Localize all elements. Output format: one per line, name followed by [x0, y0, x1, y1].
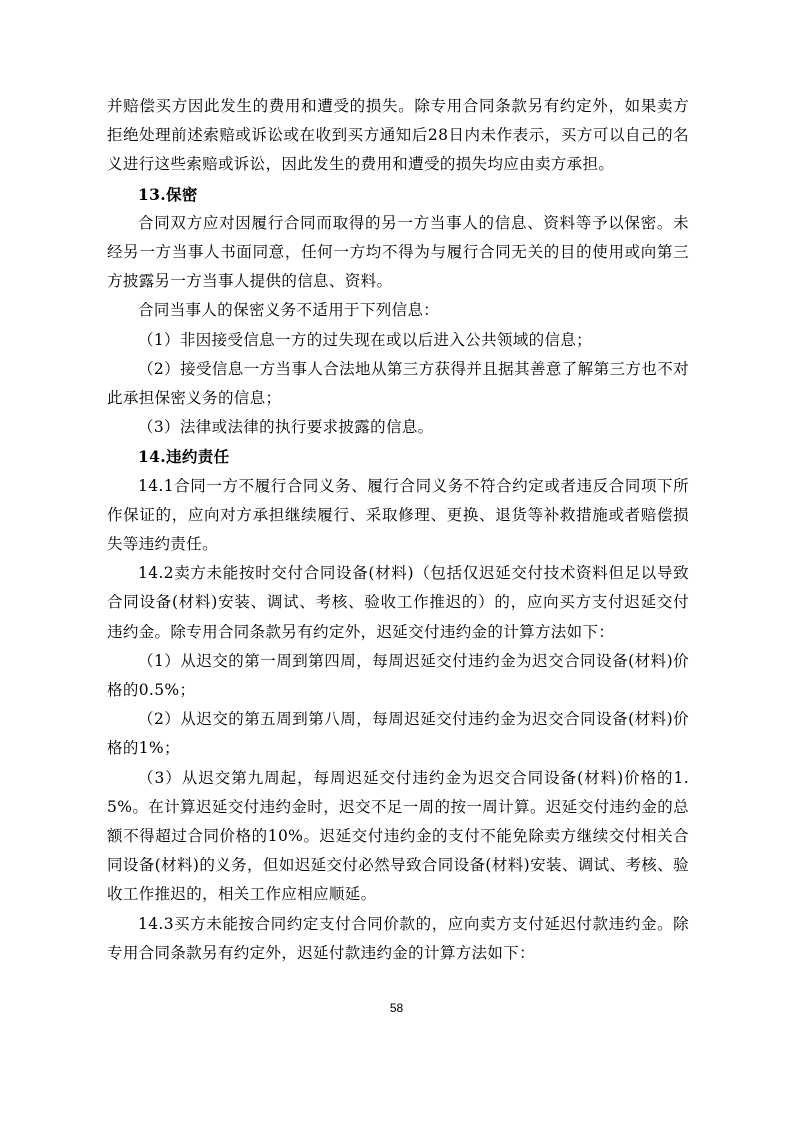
list-item-exception-1: （1）非因接受信息一方的过失现在或以后进入公共领域的信息；	[138, 330, 593, 349]
section-heading-confidentiality: 13.保密	[138, 184, 198, 204]
list-item-penalty-1: （1）从迟交的第一周到第四周，每周迟延交付违约金为迟交合同设备(材料)价格的0.5%；	[107, 651, 689, 700]
clause-14-3: 14.3买方未能按合同约定支付合同价款的，应向卖方支付延迟付款违约金。除专用合同条款另有约定外，迟延付款违约金的计算方法如下：	[107, 914, 689, 962]
document-body	[107, 92, 689, 968]
paragraph-confidentiality: 合同双方应对因履行合同而取得的另一方当事人的信息、资料等予以保密。未经另一方当事人书面同意，任何一方均不得为与履行合同无关的目的使用或向第三方披露另一方当事人提供的信息、资料。	[107, 213, 689, 291]
list-item-penalty-3: （3）从迟交第九周起，每周迟延交付违约金为迟交合同设备(材料)价格的1.5%。在计算迟延交付违约金时，迟交不足一周的按一周计算。迟延交付违约金的总额不得超过合同价格的10%。迟延交付违约金的支付不能免除卖方继续交付相关合同设备(材料)的义务，但如迟延交付必然导致合同设备(材料)安装、调试、考核、验收工作推迟的，相关工作应相应顺延。	[107, 768, 689, 904]
list-item-exception-2: （2）接受信息一方当事人合法地从第三方获得并且据其善意了解第三方也不对此承担保密义务的信息；	[107, 359, 689, 408]
clause-14-2: 14.2卖方未能按时交付合同设备(材料)（包括仅迟延交付技术资料但足以导致合同设备(材料)安装、调试、考核、验收工作推迟的）的，应向买方支付迟延交付违约金。除专用合同条款另有约定外，迟延交付违约金的计算方法如下：	[107, 564, 689, 641]
paragraph-confidentiality-exceptions: 合同当事人的保密义务不适用于下列信息：	[138, 301, 440, 320]
paragraph-indemnity-continued: 并赔偿买方因此发生的费用和遭受的损失。除专用合同条款另有约定外，如果卖方拒绝处理前述索赔或诉讼或在收到买方通知后28日内未作表示，买方可以自己的名义进行这些索赔或诉讼，因此发生的费用和遭受的损失均应由卖方承担。	[107, 97, 689, 174]
list-item-exception-3: （3）法律或法律的执行要求披露的信息。	[138, 418, 434, 437]
list-item-penalty-2: （2）从迟交的第五周到第八周，每周迟延交付违约金为迟交合同设备(材料)价格的1%；	[107, 710, 689, 758]
clause-14-1: 14.1合同一方不履行合同义务、履行合同义务不符合约定或者违反合同项下所作保证的，应向对方承担继续履行、采取修理、更换、退货等补救措施或者赔偿损失等违约责任。	[107, 476, 689, 554]
section-heading-liability: 14.违约责任	[138, 447, 230, 467]
page-number: 58	[389, 1001, 404, 1015]
